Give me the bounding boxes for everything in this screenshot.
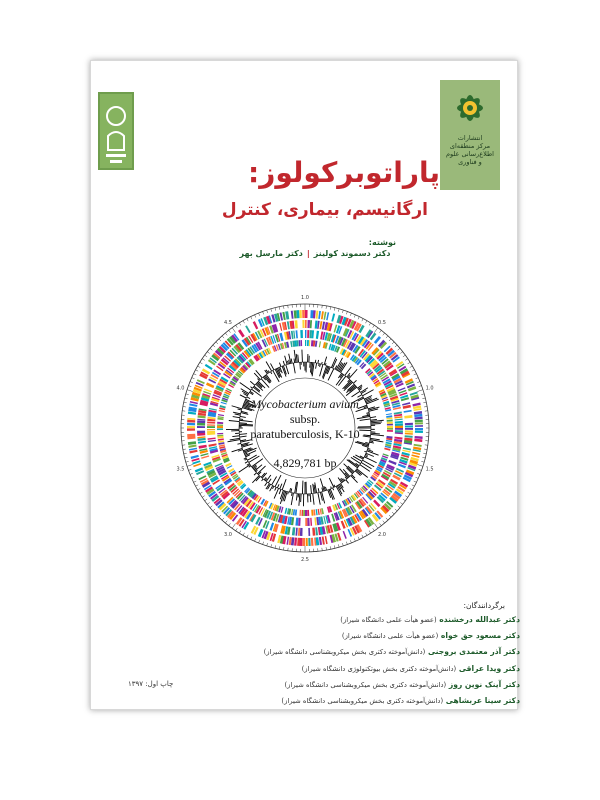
gc-skew-bar [265, 482, 268, 486]
gene-segment [306, 538, 308, 546]
gene-segment [387, 426, 393, 428]
contributor-row: دکتر آینک نوین روز (دانش‌آموخته دکتری بخش میکروبشناسی دانشگاه شیراز) [284, 679, 520, 689]
genome-size: 4,829,781 bp [273, 456, 337, 470]
gc-skew-bar [343, 479, 344, 481]
gene-segment [217, 422, 223, 424]
gene-segment [316, 331, 319, 339]
gene-segment [285, 311, 289, 319]
gene-segment [386, 415, 392, 418]
gc-skew-bar [262, 479, 264, 481]
gene-segment [208, 437, 216, 439]
gc-skew-bar [291, 488, 292, 492]
gene-segment [412, 452, 420, 455]
scale-tick-label: 2.0 [378, 531, 386, 538]
scale-tick-label: 4.0 [176, 385, 185, 392]
gene-segment [307, 320, 310, 328]
gc-skew-bar [333, 488, 334, 490]
gene-segment [253, 321, 259, 329]
gene-segment [187, 418, 195, 420]
gene-segment [187, 426, 195, 428]
gc-skew-bar [316, 363, 317, 369]
gene-segment [404, 415, 412, 419]
gene-segment [405, 433, 413, 435]
gene-segment [290, 341, 292, 347]
gene-segment [187, 423, 195, 426]
gene-segment [415, 419, 423, 422]
gc-skew-bar [240, 395, 246, 398]
gc-skew-bar [244, 458, 246, 459]
gc-skew-bar [288, 492, 289, 494]
genome-map [176, 270, 434, 595]
gene-segment [315, 527, 318, 535]
gene-segment [319, 321, 322, 329]
gene-segment [291, 311, 294, 319]
gene-segment [387, 422, 393, 424]
gc-skew-bar [363, 436, 371, 437]
gene-segment [197, 426, 205, 428]
gc-skew-bar [277, 484, 279, 488]
gc-skew-bar [233, 412, 241, 414]
gc-skew-bar [247, 455, 256, 460]
gc-skew-bar [365, 454, 367, 455]
gc-skew-bar [229, 420, 240, 421]
gc-skew-bar [266, 362, 272, 372]
gene-segment [285, 508, 288, 514]
gene-segment [305, 330, 306, 338]
gene-segment [395, 428, 403, 430]
gc-skew-bar [361, 462, 371, 468]
gene-segment [405, 435, 413, 438]
gene-segment [198, 441, 206, 444]
gene-segment [219, 410, 225, 412]
gene-segment [387, 428, 393, 430]
gene-segment [217, 424, 223, 426]
gc-skew-bar [249, 466, 251, 467]
contributors-list [230, 612, 520, 709]
gene-segment [217, 433, 223, 435]
gene-segment [387, 420, 393, 422]
gc-skew-bar [334, 485, 335, 487]
gc-skew-bar [250, 381, 255, 385]
gc-skew-bar [311, 485, 312, 493]
gene-segment [206, 382, 214, 388]
gc-skew-bar [239, 420, 252, 422]
gc-skew-bar [360, 465, 370, 472]
gc-skew-bar [282, 479, 286, 490]
gene-segment [301, 510, 303, 516]
gene-segment [207, 426, 215, 428]
gc-skew-bar [239, 423, 247, 424]
gene-segment [238, 329, 245, 337]
gene-segment [309, 340, 310, 346]
gc-skew-bar [345, 367, 351, 375]
gene-segment [294, 538, 297, 546]
gc-skew-bar [237, 443, 240, 444]
gene-segment [326, 312, 329, 320]
gene-segment [299, 510, 301, 516]
gene-segment [387, 424, 393, 426]
scale-tick-label: 1.0 [425, 385, 434, 392]
gc-skew-bar [365, 442, 369, 443]
scale-tick-label: 4.5 [224, 320, 232, 327]
gc-skew-bar [331, 487, 332, 489]
gc-skew-bar [271, 372, 272, 374]
gc-skew-bar [360, 419, 371, 420]
gc-skew-bar [302, 481, 303, 494]
gc-skew-bar [370, 417, 376, 418]
organism-name: Mycobacterium avium [251, 397, 359, 411]
gene-segment [299, 340, 301, 346]
gene-segment [305, 510, 307, 516]
gene-segment [318, 509, 320, 515]
organism-strain: paratuberculosis, K-10 [250, 427, 360, 441]
gene-segment [388, 460, 396, 465]
gene-segment [310, 518, 312, 526]
gene-segment [197, 423, 205, 426]
gene-segment [316, 311, 319, 319]
gene-segment [319, 341, 321, 347]
gene-segment [405, 428, 413, 430]
gc-skew-bar [322, 362, 323, 364]
gc-skew-bar [283, 361, 284, 365]
gc-skew-bar [254, 473, 256, 475]
authors [230, 249, 400, 258]
gc-skew-bar [363, 460, 375, 466]
scale-tick-label: 1.0 [301, 295, 309, 301]
gene-segment [295, 518, 298, 526]
gene-segment [305, 310, 308, 318]
gene-segment [374, 336, 381, 344]
gc-skew-bar [371, 422, 382, 423]
gc-skew-bar [371, 434, 384, 435]
contributor-row: دکتر آذر معتمدی بروجنی (دانش‌آموخته دکتری بخش میکروبشناسی دانشگاه شیراز) [263, 647, 520, 657]
contributor-row: دکتر سینا عربشاهی (دانش‌آموخته دکتری بخش میکروبشناسی دانشگاه شیراز) [281, 696, 520, 706]
gc-skew-bar [298, 355, 299, 363]
gc-skew-bar [279, 489, 281, 494]
gene-segment [295, 509, 297, 515]
gene-segment [301, 340, 302, 346]
gene-segment [294, 310, 297, 318]
author-separator: | [306, 249, 310, 258]
scale-tick-label: 3.5 [176, 466, 185, 473]
gene-segment [198, 438, 206, 441]
gene-segment [295, 320, 298, 328]
gc-skew-bar [371, 419, 377, 420]
gc-skew-bar [235, 414, 241, 415]
gc-skew-bar [329, 478, 334, 487]
star-emblem-icon [448, 86, 492, 130]
gc-skew-bar [371, 433, 380, 434]
gene-segment [307, 330, 309, 338]
gene-segment [403, 405, 411, 409]
gc-skew-bar [349, 369, 357, 378]
gene-segment [245, 325, 251, 333]
gene-segment [218, 438, 224, 440]
gene-segment [321, 311, 324, 319]
gc-skew-bar [296, 354, 297, 363]
gene-segment [322, 536, 325, 544]
gc-skew-bar [365, 456, 368, 457]
gc-skew-bar [349, 460, 359, 467]
gene-segment [414, 439, 422, 443]
gc-skew-bar [310, 494, 311, 502]
gene-segment [387, 430, 393, 432]
gene-segment [318, 311, 321, 319]
gc-skew-bar [250, 387, 252, 388]
gc-skew-bar [270, 363, 273, 369]
gene-segment [188, 445, 196, 448]
gene-segment [188, 441, 196, 445]
gene-segment [307, 510, 309, 516]
gc-skew-bar [320, 364, 321, 367]
gene-segment [197, 431, 205, 434]
gene-segment [298, 528, 300, 536]
gc-skew-bar [368, 448, 371, 449]
gc-skew-bar [239, 434, 247, 435]
author-label: نوشته: [368, 238, 396, 247]
gene-segment [217, 426, 223, 428]
gc-skew-bar [239, 425, 253, 426]
gene-segment [325, 536, 328, 544]
gene-segment [395, 419, 403, 421]
gene-segment [394, 416, 402, 418]
gc-skew-bar [272, 476, 277, 484]
gc-skew-bar [241, 443, 249, 445]
gc-skew-bar [325, 487, 326, 490]
gc-skew-bar [289, 360, 290, 364]
gc-skew-bar [232, 406, 242, 409]
gc-skew-bar [232, 436, 239, 437]
gc-skew-bar [256, 470, 258, 472]
gene-segment [305, 340, 306, 346]
gene-segment [316, 509, 318, 515]
gc-skew-bar [256, 370, 262, 378]
gene-segment [308, 538, 310, 546]
gene-segment [286, 537, 289, 545]
gene-segment [295, 528, 297, 536]
gene-segment [296, 310, 299, 318]
gc-skew-bar [299, 494, 300, 506]
gene-segment [415, 425, 423, 427]
gene-segment [187, 420, 195, 423]
contributor-row: دکتر عبدالله درخشنده (عضو هیأت علمی دانشگاه شیراز) [340, 615, 520, 624]
gc-skew-bar [268, 371, 269, 373]
gc-skew-bar [296, 494, 297, 501]
gene-segment [405, 430, 413, 432]
gene-segment [331, 313, 335, 321]
gene-segment [395, 426, 403, 428]
gene-segment [313, 509, 315, 515]
gc-skew-bar [240, 436, 247, 437]
gene-segment [287, 321, 290, 329]
gc-skew-bar [228, 440, 241, 442]
gene-segment [297, 538, 300, 546]
gene-segment [199, 445, 207, 449]
gene-segment [291, 509, 293, 515]
gene-segment [293, 331, 295, 339]
gc-skew-bar [239, 465, 250, 473]
gc-skew-bar [293, 363, 295, 373]
gene-segment [302, 310, 305, 318]
gc-skew-bar [280, 484, 282, 489]
gene-segment [300, 330, 303, 338]
gene-segment [343, 531, 347, 539]
gc-skew-bar [287, 361, 288, 364]
gene-segment [280, 312, 283, 320]
gc-skew-bar [371, 424, 381, 425]
gene-segment [293, 509, 295, 515]
gene-segment [414, 444, 422, 447]
gc-skew-bar [239, 424, 253, 425]
scale-tick-label: 0.5 [378, 320, 386, 327]
gene-segment [208, 443, 216, 446]
university-logo [98, 92, 134, 170]
gene-segment [207, 424, 215, 426]
gc-skew-bar [366, 413, 369, 414]
gc-skew-bar [294, 359, 295, 363]
gc-skew-bar [364, 435, 371, 436]
gc-skew-bar [279, 363, 281, 367]
gene-segment [205, 364, 213, 370]
gc-skew-bar [275, 487, 277, 490]
organism-subsp: subsp. [289, 412, 321, 426]
gc-skew-bar [238, 409, 242, 410]
gc-skew-bar [318, 360, 319, 363]
gene-segment [319, 537, 322, 545]
gene-segment [415, 428, 423, 430]
gene-segment [311, 510, 313, 516]
gc-skew-bar [369, 442, 373, 443]
gene-segment [292, 527, 296, 535]
gc-skew-bar [268, 479, 271, 483]
gene-segment [305, 518, 307, 526]
gene-segment [208, 440, 216, 442]
gene-segment [279, 323, 282, 331]
gene-segment [300, 528, 303, 536]
gc-skew-bar [367, 414, 370, 415]
gene-segment [298, 518, 301, 526]
gc-skew-bar [313, 494, 314, 505]
gene-segment [207, 429, 215, 430]
gc-skew-bar [353, 456, 362, 461]
gene-segment [405, 425, 413, 427]
gene-segment [414, 417, 422, 420]
gc-skew-bar [233, 417, 240, 418]
gene-segment [188, 412, 196, 415]
gene-segment [395, 421, 403, 423]
author-1: دکتر مارسل بهر [239, 249, 303, 258]
scale-tick-label: 2.5 [301, 557, 309, 563]
gene-segment [299, 310, 302, 318]
gene-segment [303, 510, 305, 516]
gene-segment [282, 312, 285, 320]
gc-skew-bar [325, 363, 326, 365]
scale-tick-label: 3.0 [224, 531, 232, 538]
gc-skew-bar [319, 364, 320, 366]
gc-skew-bar [240, 416, 246, 417]
gene-segment [305, 320, 307, 328]
gc-skew-bar [247, 397, 250, 399]
gc-skew-bar [346, 480, 349, 483]
gc-skew-bar [291, 359, 292, 364]
gc-skew-bar [353, 380, 356, 383]
gene-segment [315, 341, 318, 347]
gc-skew-bar [322, 488, 323, 492]
gc-skew-bar [318, 493, 320, 505]
gene-segment [374, 484, 381, 491]
gc-skew-bar [292, 493, 293, 496]
gene-segment [187, 428, 195, 431]
gc-skew-bar [300, 362, 301, 369]
scale-tick-label: 1.5 [425, 466, 434, 473]
gene-segment [404, 410, 412, 413]
gene-segment [373, 500, 380, 508]
edition-note: چاپ اول: ۱۳۹۷ [128, 680, 174, 688]
gene-segment [310, 320, 312, 328]
gene-segment [324, 312, 327, 320]
gene-segment [296, 330, 298, 338]
gene-segment [218, 414, 224, 416]
gc-skew-bar [285, 356, 287, 365]
gc-skew-bar [318, 488, 319, 492]
gc-skew-bar [370, 441, 373, 442]
author-2: دکتر دسموند کولینز [313, 249, 391, 258]
gene-segment [415, 436, 423, 439]
gc-skew-bar [245, 461, 248, 463]
gene-segment [395, 423, 403, 426]
gene-segment [405, 423, 413, 425]
contributors-label: برگردانندگان: [463, 601, 505, 610]
contributor-row: دکتر ویدا عراقی (دانش‌آموخته دکتری بخش بیوتکنولوژی دانشگاه شیراز) [301, 663, 520, 673]
gene-segment [307, 340, 309, 346]
gene-segment [415, 422, 423, 424]
gc-skew-bar [290, 488, 291, 492]
gene-segment [308, 528, 310, 536]
gene-segment [197, 420, 205, 423]
gene-segment [302, 320, 304, 328]
gene-segment [312, 528, 315, 536]
gene-segment [197, 419, 205, 421]
gene-segment [217, 428, 223, 430]
gene-segment [291, 331, 294, 339]
publisher-logo [440, 80, 500, 190]
gene-segment [302, 538, 305, 546]
contributor-row: دکتر مسعود حق خواه (عضو هیأت علمی دانشگاه شیراز) [341, 631, 520, 641]
book-subtitle: ارگانیسم، بیماری، کنترل [221, 200, 428, 220]
gene-segment [311, 538, 314, 546]
gc-skew-bar [364, 451, 366, 452]
gene-segment [384, 448, 390, 451]
gene-segment [307, 518, 310, 526]
gene-segment [386, 413, 392, 415]
gc-skew-bar [245, 459, 247, 460]
book-title: پاراتوبرکولوز: [248, 156, 440, 189]
publisher-name: انتشارات مرکز منطقه‌ای اطلاع‌رسانی علوم و فناوری [445, 134, 494, 167]
gene-segment [415, 431, 423, 433]
gc-skew-bar [245, 453, 248, 454]
gene-segment [207, 422, 215, 424]
